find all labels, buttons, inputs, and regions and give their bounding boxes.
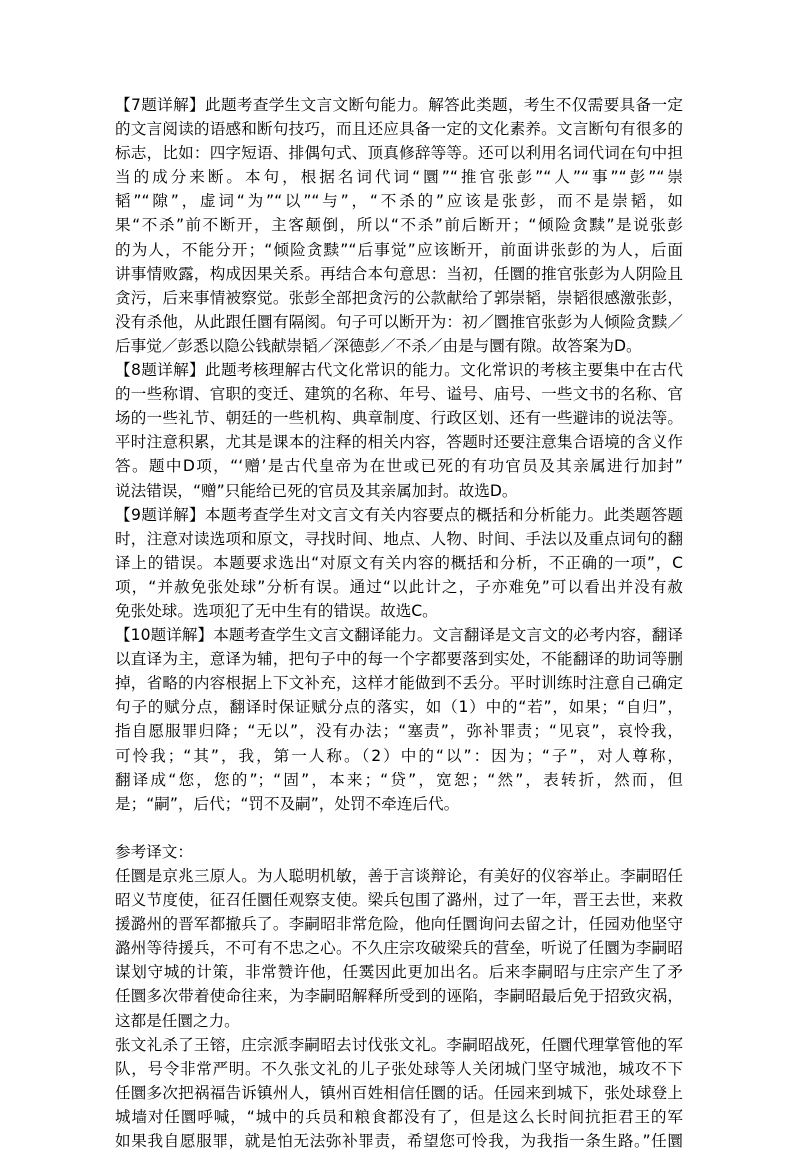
text-line: 场的一些礼节、朝廷的一些机构、典章制度、行政区划、还有一些避讳的说法等。 [115, 409, 683, 428]
text-line: 译上的错误。本题要求选出“对原文有关内容的概括和分析，不正确的一项”，C [115, 553, 683, 572]
text-line: 可怜我；“其”，我，第一人称。（2）中的“以”：因为；“子”，对人尊称， [115, 746, 683, 765]
text-line: 没有杀他，从此跟任圜有隔阂。句子可以断开为：初／圜推官张彭为人倾险贪黩／ [115, 312, 683, 331]
text-line: 时，注意对读选项和原文，寻找时间、地点、人物、时间、手法以及重点词句的翻 [115, 529, 683, 548]
blank-line [115, 816, 683, 840]
text-line: 潞州等待援兵，不可有不忠之心。不久庄宗攻破梁兵的营垒，听说了任圜为李嗣昭 [115, 939, 683, 958]
text-line: 韬”“隙”，虚词“为”“以”“与”，“不杀的”应该是张彭，而不是崇韬，如 [115, 192, 683, 211]
text-line: 谋划守城的计策，非常赞许他，任霙因此更加出名。后来李嗣昭与庄宗产生了矛 [115, 963, 683, 982]
text-line: 是；“嗣”，后代；“罚不及嗣”，处罚不牵连后代。 [115, 794, 460, 813]
text-line: 参考译文： [115, 842, 193, 861]
text-line: 掉，省略的内容根据上下文补充，这样才能做到不丢分。平时训练时注意自己确定 [115, 674, 683, 693]
text-line: 援潞州的晋军都撤兵了。李嗣昭非常危险，他向任圜询问去留之计，任园劝他坚守 [115, 915, 683, 934]
text-line: 的一些称谓、官职的变迁、建筑的名称、年号、谥号、庙号、一些文书的名称、官 [115, 385, 683, 404]
text-line: 如果我自愿服罪，就是怕无法弥补罪责，希望您可怜我，为我指一条生路。”任圜 [115, 1132, 683, 1151]
text-line: 【10题详解】本题考查学生文言文翻译能力。文言翻译是文言文的必考内容，翻译 [115, 626, 683, 645]
text-line: 【8题详解】此题考核理解古代文化常识的能力。文化常识的考核主要集中在古代 [115, 361, 683, 380]
text-line: 指自愿服罪归降；“无以”，没有办法；“塞责”，弥补罪责；“见哀”，哀怜我， [115, 722, 683, 741]
text-line: 讲事情败露，构成因果关系。再结合本句意思：当初，任圜的推官张彭为人阴险且 [115, 264, 683, 283]
text-line: 昭义节度使，征召任圜任观察支使。梁兵包围了潞州，过了一年，晋王去世，来救 [115, 891, 683, 910]
text-line: 免张处球。选项犯了无中生有的错误。故选C。 [115, 601, 438, 620]
text-line: 后事觉／彭悉以隐公钱献崇韬／深德彭／不杀／由是与圜有隙。故答案为D。 [115, 336, 642, 355]
text-line: 队，号令非常严明。不久张文礼的儿子张处球等人关闭城门坚守城池，城攻不下 [115, 1059, 683, 1078]
text-line: 任圜是京兆三原人。为人聪明机敏，善于言谈辩论，有美好的仪容举止。李嗣昭任 [115, 867, 683, 885]
document-page [115, 93, 683, 1153]
text-line: 贪污，后来事情被察觉。张彭全部把贪污的公款献给了郭崇韬，崇韬很感激张彭， [115, 288, 683, 307]
text-line: 答。题中D项，“‘赠’是古代皇帝为在世或已死的有功官员及其亲属进行加封” [115, 457, 683, 476]
text-line: 任圜多次把祸福告诉镇州人，镇州百姓相信任圜的话。任园来到城下，张处球登上 [115, 1083, 683, 1102]
text-line: 这都是任圜之力。 [115, 1011, 240, 1030]
text-line: 平时注意积累，尤其是课本的注释的相关内容，答题时还要注意集合语境的含义作 [115, 433, 683, 452]
text-line: 的文言阅读的语感和断句技巧，而且还应具备一定的文化素养。文言断句有很多的 [115, 120, 683, 139]
text-line: 当的成分来断。本句，根据名词代词“圜”“推官张彭”“人”“事”“彭”“崇 [115, 168, 683, 187]
text-line: 张文礼杀了王镕，庄宗派李嗣昭去讨伐张文礼。李嗣昭战死，任圜代理掌管他的军 [115, 1035, 683, 1054]
text-line: 果“不杀”前不断开，主客颠倒，所以“不杀”前后断开；“倾险贪黩”是说张彭 [115, 216, 683, 235]
text-line: 说法错误，“赠”只能给已死的官员及其亲属加封。故选D。 [115, 481, 518, 500]
text-line: 的为人，不能分开；“倾险贪黩”“后事觉”应该断开，前面讲张彭的为人，后面 [115, 240, 683, 259]
text-line: 以直译为主，意译为辅，把句子中的每一个字都要落到实处，不能翻译的助词等删 [115, 650, 683, 669]
text-line: 标志，比如：四字短语、排偶句式、顶真修辞等等。还可以利用名词代词在句中担 [115, 144, 683, 163]
text-line: 句子的赋分点，翻译时保证赋分点的落实，如（1）中的“若”，如果；“自归”， [115, 698, 683, 717]
text-line: 项，“并赦免张处球”分析有误。通过“以此计之，子亦难免”可以看出并没有赦 [115, 577, 683, 596]
text-line: 任圜多次带着使命往来，为李嗣昭解释所受到的诬陷，李嗣昭最后免于招致灾祸， [115, 987, 683, 1006]
text-line: 城墙对任圜呼喊，“城中的兵员和粮食都没有了，但是这么长时间抗拒君王的军 [115, 1107, 683, 1126]
text-line: 【9题详解】本题考查学生对文言文有关内容要点的概括和分析能力。此类题答题 [115, 505, 683, 524]
text-line: 翻译成“您，您的”；“固”，本来；“贷”，宽恕；“然”，表转折，然而，但 [115, 770, 683, 789]
text-line: 【7题详解】此题考查学生文言文断句能力。解答此类题，考生不仅需要具备一定 [115, 96, 683, 114]
